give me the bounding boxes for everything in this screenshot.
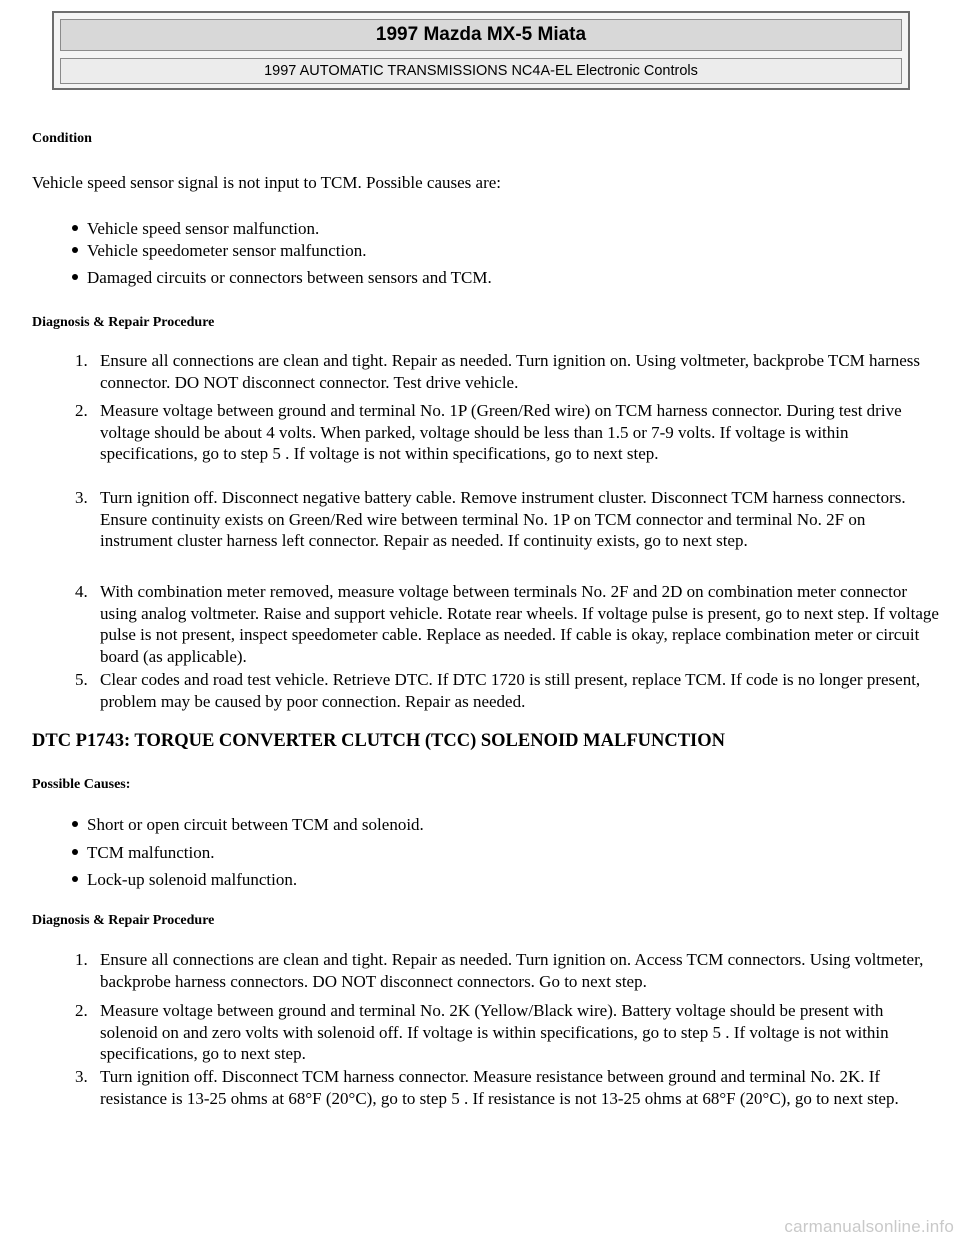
bullet-icon <box>72 247 78 253</box>
list-item: Damaged circuits or connectors between sensors and TCM. <box>72 268 492 288</box>
list-item: Lock-up solenoid malfunction. <box>72 870 297 890</box>
condition-text: Vehicle speed sensor signal is not input to TCM. Possible causes are: <box>32 173 502 192</box>
list-item: Vehicle speedometer sensor malfunction. <box>72 241 366 261</box>
condition-heading: Condition <box>32 131 92 146</box>
bullet-icon <box>72 225 78 231</box>
watermark: carmanualsonline.info <box>784 1217 954 1236</box>
document-title: 1997 Mazda MX-5 Miata <box>60 19 902 51</box>
procedure-heading: Diagnosis & Repair Procedure <box>32 315 215 330</box>
procedure-heading: Diagnosis & Repair Procedure <box>32 913 215 928</box>
section-title: DTC P1743: TORQUE CONVERTER CLUTCH (TCC) SOLENOID MALFUNCTION <box>32 731 725 751</box>
bullet-icon <box>72 821 78 827</box>
bullet-icon <box>72 849 78 855</box>
bullet-icon <box>72 274 78 280</box>
document-subtitle: 1997 AUTOMATIC TRANSMISSIONS NC4A-EL Electronic Controls <box>60 58 902 84</box>
list-item: Vehicle speed sensor malfunction. <box>72 219 319 239</box>
bullet-icon <box>72 876 78 882</box>
list-item: Short or open circuit between TCM and solenoid. <box>72 815 424 835</box>
document-header <box>52 11 910 90</box>
causes-heading: Possible Causes: <box>32 777 131 792</box>
list-item: TCM malfunction. <box>72 843 214 863</box>
